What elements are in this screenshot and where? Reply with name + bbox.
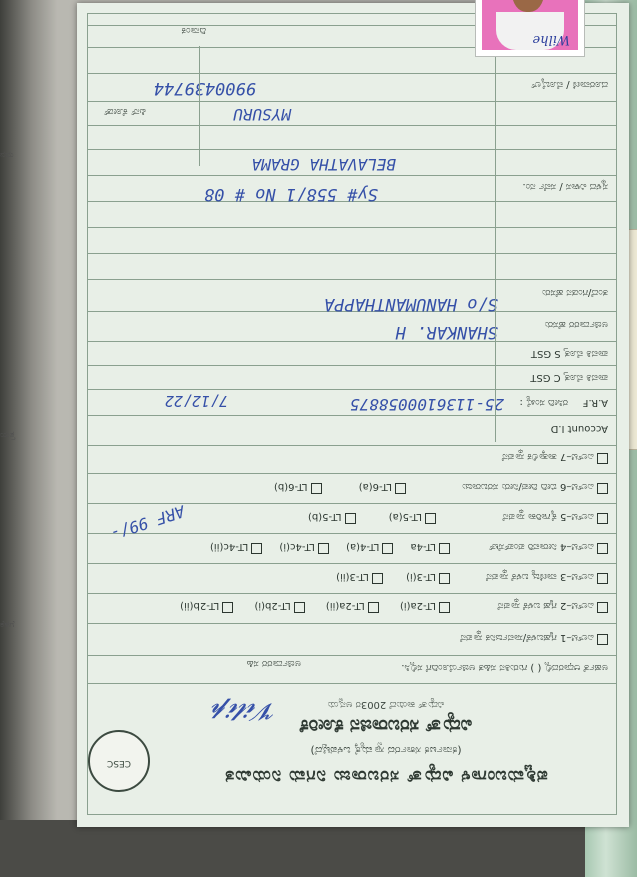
option-lt1-label: ಎಲ್‌ಟಿ–1 ಗೃಹಬಳಕೆ/ಸಾರ್ವಜನಿಕ ಸ್ಥಾಪನೆ	[460, 632, 594, 643]
lt6-suboptions	[274, 481, 406, 494]
lt4-option-3: LT-4c(i)	[279, 541, 315, 552]
lt4-suboptions	[210, 541, 450, 554]
column-divider	[495, 42, 496, 442]
cgst-label: ಪಾವತಿ ಮೊತ್ತ C GST	[530, 372, 608, 383]
option-lt2-label: ಎಲ್‌ಟಿ–2 ಗೃಹ ಬಳಕೆ ಸ್ಥಾಪನೆ	[497, 600, 594, 611]
row-divider	[88, 533, 616, 534]
row-divider	[88, 563, 616, 564]
lt2-option-2: LT-2a(ii)	[325, 600, 365, 611]
row-divider	[88, 445, 616, 446]
option-lt7-label: ಎಲ್‌ಟಿ–7 ತಾತ್ಕಾಲಿಕ ಸ್ಥಾಪನೆ	[501, 451, 594, 462]
row-divider	[88, 415, 616, 416]
lt5-option-1: LT-5(a)	[388, 511, 422, 522]
checkbox[interactable]	[597, 513, 608, 524]
mobile-number: 9900439744	[153, 78, 256, 98]
receipt-number: 25-1136100058875	[349, 395, 504, 414]
row-divider	[88, 125, 616, 126]
lt2-suboptions	[180, 600, 450, 613]
left-edge-note-2: ಯತ್ತ	[0, 430, 16, 440]
company-logo	[88, 730, 150, 792]
application-form	[77, 3, 629, 827]
applicant-name: SHANKAR. H	[395, 322, 498, 342]
checkbox[interactable]	[597, 634, 608, 645]
row-divider	[88, 73, 616, 74]
form-title: ಪಶ್ಚಿಮಬಂಗಾಳ ವಿದ್ಯುತ್ ಸರಬರಾಜು ನಿಗಮ ನಿಯಮಿತ	[224, 766, 548, 786]
receipt-date: 7/12/22	[164, 392, 228, 410]
checkbox[interactable]	[222, 602, 233, 613]
lt5-option-2: LT-5(b)	[308, 511, 342, 522]
row-divider	[88, 227, 616, 228]
row-divider	[88, 101, 616, 102]
row-divider	[88, 655, 616, 656]
checkbox[interactable]	[597, 543, 608, 554]
left-edge-note-3: ಕೆಳಗೆ	[0, 620, 15, 630]
row-divider	[88, 279, 616, 280]
checkbox[interactable]	[439, 602, 450, 613]
checkbox[interactable]	[311, 483, 322, 494]
instruction-text: ಅರ್ಹತೆ ಆಧಾರದಲ್ಲಿ ( ) ಗುರುತಿನ ಸಹಿತ ಅರ್ಜಿಯೊಂದಿಗೆ ಸಲ್ಲಿಸಿ.	[401, 662, 608, 673]
lt2-option-3: LT-2b(i)	[254, 600, 291, 611]
checkbox[interactable]	[597, 602, 608, 613]
option-lt6-label: ಎಲ್‌ಟಿ–6 ಬೀದಿ ದೀಪ/ನೀರು ಸರಬರಾಜು	[462, 481, 594, 492]
lt4-option-1: LT-4a	[410, 541, 436, 552]
applicant-label: ಅರ್ಜಿದಾರರ ಹೆಸರು	[544, 319, 608, 330]
photo-signature: Wilhe	[532, 32, 570, 47]
checkbox[interactable]	[382, 543, 393, 554]
checkbox[interactable]	[439, 573, 450, 584]
applicant-photo	[475, 0, 585, 57]
checkbox[interactable]	[251, 543, 262, 554]
checkbox[interactable]	[597, 453, 608, 464]
form-subheading: ವಿದ್ಯುತ್ ಕಾಯಿದೆ 2003ರ ಅನ್ವಯ	[327, 699, 445, 710]
account-id-label: Account I.D	[550, 423, 608, 434]
option-lt7	[502, 451, 608, 464]
option-lt1	[460, 632, 608, 645]
form-subtitle: (ಕರ್ನಾಟಕ ಸರ್ಕಾರದ ಸ್ವಾಮ್ಯಕ್ಕೆ ಒಳಪಟ್ಟಿದೆ)	[310, 744, 462, 757]
row-divider	[88, 365, 616, 366]
checkbox[interactable]	[597, 483, 608, 494]
row-divider	[88, 593, 616, 594]
checkbox[interactable]	[425, 513, 436, 524]
city-value: MYSURU	[233, 105, 291, 124]
checkbox[interactable]	[294, 602, 305, 613]
row-divider	[88, 623, 616, 624]
row-divider	[88, 149, 616, 150]
lt4-option-2: LT-4(a)	[346, 541, 380, 552]
checkbox[interactable]	[395, 483, 406, 494]
pin-label: ಪಿನ್ ಕೋಡ್	[103, 106, 146, 117]
checkbox[interactable]	[318, 543, 329, 554]
checkbox[interactable]	[345, 513, 356, 524]
lt4-option-4: LT-4c(ii)	[210, 541, 249, 552]
option-lt4	[489, 541, 608, 554]
sgst-label: ಪಾವತಿ ಮೊತ್ತ S GST	[530, 348, 608, 359]
row-divider	[88, 683, 616, 684]
lt6-option-2: LT-6(b)	[274, 481, 308, 492]
lt3-option-1: LT-3(i)	[406, 571, 436, 582]
photo-background	[482, 0, 578, 50]
option-lt2	[498, 600, 608, 613]
lt5-suboptions	[308, 511, 436, 524]
lt3-suboptions	[336, 571, 450, 584]
applicant-signature-label: ಅರ್ಜಿದಾರರ ಸಹಿ	[246, 658, 301, 669]
option-lt4-label: ಎಲ್‌ಟಿ–4 ನೀರಾವರಿ ಪಂಪ್‌ಸೆಟ್	[488, 541, 594, 552]
father-name: S/o HANUMANTHAPPA	[324, 294, 498, 314]
column-divider	[199, 46, 200, 166]
arf-label: A.R.F	[582, 397, 608, 408]
option-lt6	[462, 481, 608, 494]
row-divider	[88, 503, 616, 504]
left-edge-note-1: ನಮ	[0, 150, 14, 160]
checkbox[interactable]	[439, 543, 450, 554]
row-divider	[88, 253, 616, 254]
address-value: Sy# 558/1 No # 08	[204, 184, 378, 204]
option-lt5	[503, 511, 608, 524]
father-label: ತಂದೆ/ಗಂಡನ ಹೆಸರು	[541, 287, 608, 298]
checkbox[interactable]	[597, 573, 608, 584]
option-lt3-label: ಎಲ್‌ಟಿ–3 ವಾಣಿಜ್ಯ ಬಳಕೆ ಸ್ಥಾಪನೆ	[485, 571, 594, 582]
lt2-option-4: LT-2b(ii)	[180, 600, 220, 611]
arf-number: ARF 99/-	[107, 501, 188, 544]
checkbox[interactable]	[368, 602, 379, 613]
option-lt3	[486, 571, 608, 584]
receipt-label: ರಸೀದಿ ಸಂಖ್ಯೆ :	[519, 397, 568, 408]
lt6-option-1: LT-6(a)	[358, 481, 392, 492]
lt2-option-1: LT-2a(i)	[399, 600, 436, 611]
officer-date-label: ದಿನಾಂಕ	[181, 25, 206, 36]
village-value: BELAVATHA GRAMA	[251, 155, 396, 174]
mobile-label: ದೂರವಾಣಿ / ಮೊಬೈಲ್	[531, 79, 608, 90]
row-divider	[88, 473, 616, 474]
form-border	[87, 13, 617, 815]
applicant-signature: 𝓥𝓲𝓵𝓲𝓹	[211, 698, 276, 726]
photo-face	[512, 0, 544, 12]
logo-text: CESC	[107, 758, 131, 768]
lt3-option-2: LT-3(ii)	[336, 571, 369, 582]
row-divider	[88, 389, 616, 390]
row-divider	[88, 341, 616, 342]
option-lt5-label: ಎಲ್‌ಟಿ–5 ಕೈಗಾರಿಕಾ ಸ್ಥಾಪನೆ	[502, 511, 594, 522]
checkbox[interactable]	[372, 573, 383, 584]
row-divider	[88, 175, 616, 176]
form-heading: ವಿದ್ಯುತ್ ಸರಬರಾಜಿನ ಕೋರಿಕೆ	[299, 715, 473, 736]
address-label: ಸ್ಥಳದ ವಿಳಾಸ / ಸರ್ವೆ ನಂ.	[522, 181, 608, 192]
